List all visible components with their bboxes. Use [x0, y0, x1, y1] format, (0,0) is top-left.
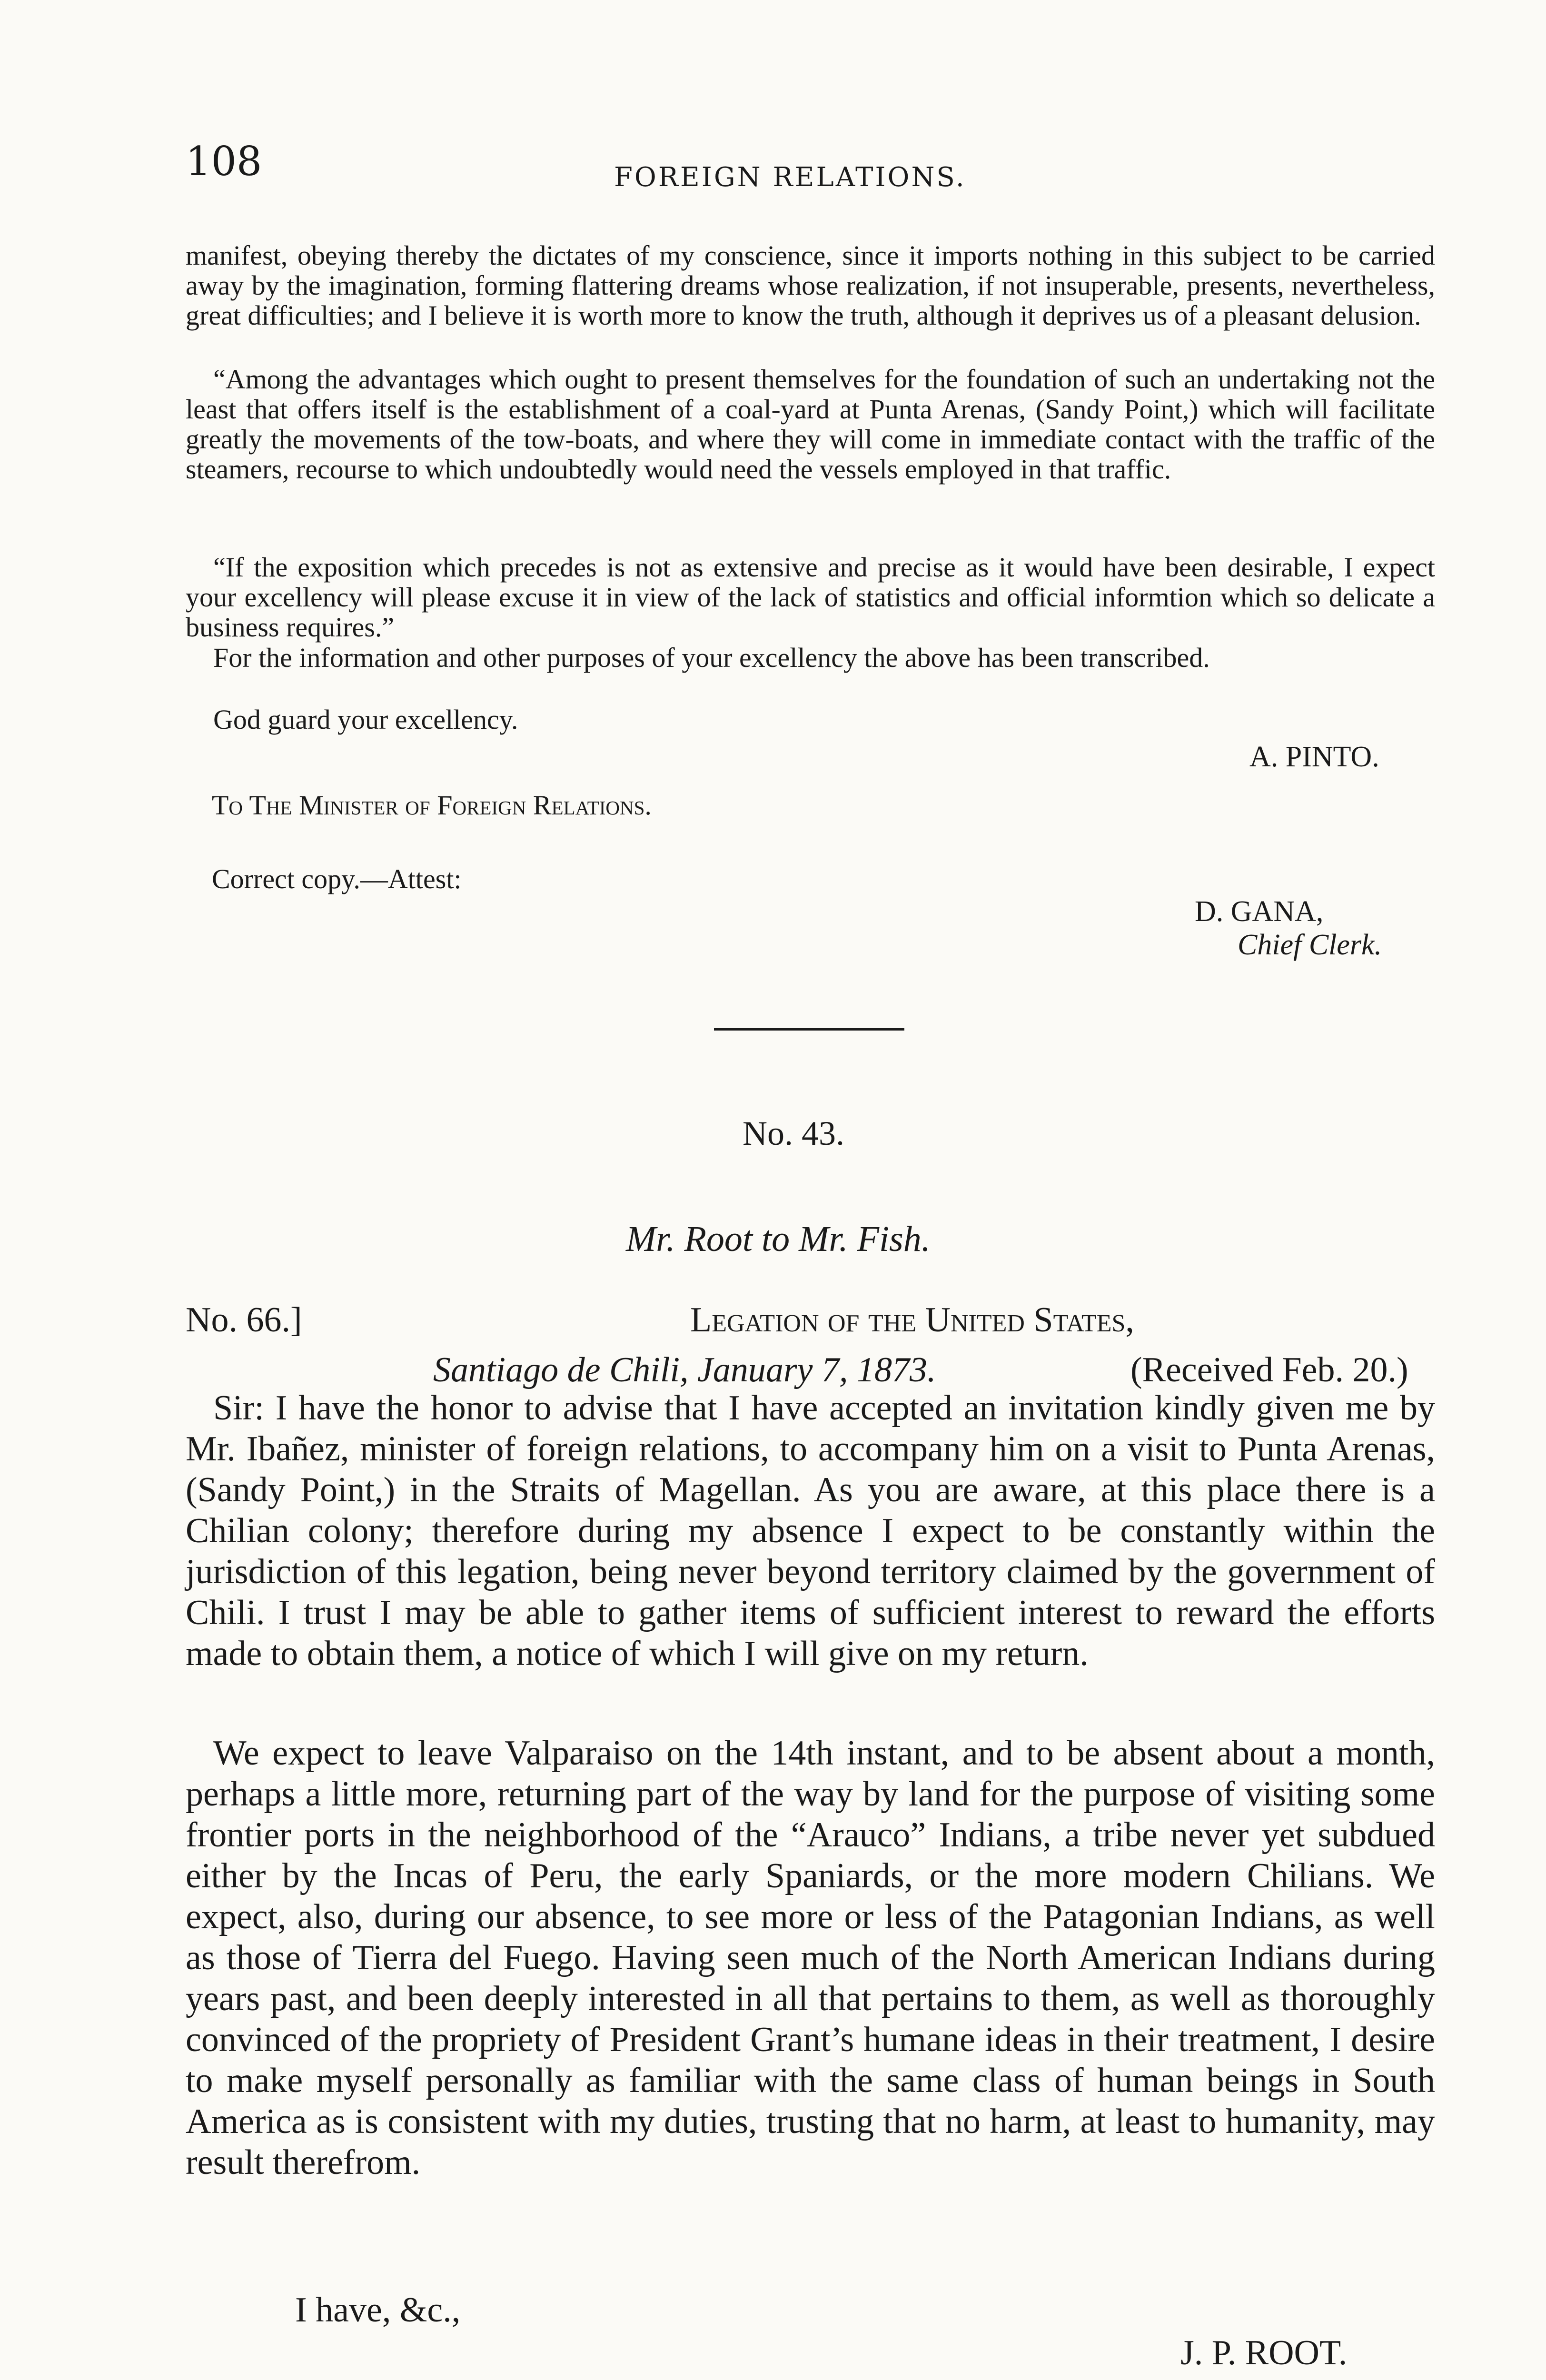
- letter2-signature: J. P. ROOT.: [1180, 2333, 1348, 2372]
- letter1-addressee: To The Minister of Foreign Relations.: [212, 790, 652, 821]
- section-divider: [714, 1028, 904, 1031]
- place-date: Santiago de Chili, January 7, 1873.: [433, 1350, 936, 1389]
- document-number: No. 43.: [743, 1114, 844, 1152]
- attest-name: D. GANA,: [1195, 895, 1324, 928]
- letter1-paragraph-3: “If the exposition which precedes is not as extensive and precise as it would have been desirable, I expect your excellency will please excuse it in view of the lack of statistics and official informtion which so delicate a business requires.”: [186, 552, 1435, 643]
- running-title: FOREIGN RELATIONS.: [614, 162, 966, 193]
- letter2-paragraph-1: Sir: I have the honor to advise that I have accepted an invitation kindly given me by Mr. Ibañez, minister of foreign relations, to accompany him on a visit to Punta Arenas, (Sandy Point,) in the Straits of Magellan. As you are aware, at this place there is a Chilian colony; therefore during my absence I expect to be constantly within the jurisdiction of this legation, being never beyond territory claimed by the government of Chili. I trust I may be able to gather items of sufficient interest to reward the efforts made to obtain them, a notice of which I will give on my return.: [186, 1388, 1435, 1673]
- attest-title: Chief Clerk.: [1238, 929, 1382, 961]
- attest-line: Correct copy.—Attest:: [212, 863, 462, 894]
- letter1-signature: A. PINTO.: [1249, 741, 1379, 773]
- letter1-paragraph-4: For the information and other purposes of your excellency the above has been transcribed.: [213, 642, 1210, 673]
- letter1-paragraph-1: manifest, obeying thereby the dictates of my conscience, since it imports nothing in this subject to be carried away by the imagination, forming flattering dreams whose realization, if not insuperable, presents, nevertheless, great difficulties; and I believe it is worth more to know the truth, although it deprives us of a pleasant delusion.: [186, 240, 1435, 331]
- received-date: (Received Feb. 20.): [1130, 1350, 1408, 1389]
- document-title: Mr. Root to Mr. Fish.: [626, 1219, 931, 1259]
- page-number: 108: [186, 138, 262, 185]
- dispatch-number: No. 66.]: [186, 1300, 302, 1339]
- letter2-paragraph-2: We expect to leave Valparaiso on the 14th instant, and to be absent about a month, perhaps a little more, returning part of the way by land for the purpose of visiting some frontier ports in the neighborhood of the “Arauco” Indians, a tribe never yet subdued either by the Incas of Peru, the early Spaniards, or the more modern Chilians. We expect, also, during our absence, to see more or less of the Patagonian Indians, as well as those of Tierra del Fuego. Having seen much of the North American Indians during years past, and been deeply interested in all that pertains to them, as well as thoroughly convinced of the propriety of President Grant’s humane ideas in their treatment, I desire to make myself personally as familiar with the same class of human beings in South America as is consistent with my duties, trusting that no harm, at least to humanity, may result therefrom.: [186, 1734, 1435, 2182]
- legation-heading: Legation of the United States,: [690, 1300, 1134, 1339]
- letter1-paragraph-2: “Among the advantages which ought to present themselves for the foundation of such an undertaking not the least that offers itself is the establishment of a coal-yard at Punta Arenas, (Sandy Point,) which will facilitate greatly the movements of the tow-boats, and where they will come in immediate contact with the traffic of the steamers, recourse to which undoubtedly would need the vessels employed in that traffic.: [186, 364, 1435, 485]
- letter2-closing: I have, &c.,: [295, 2291, 461, 2330]
- letter1-paragraph-5: God guard your excellency.: [213, 704, 518, 735]
